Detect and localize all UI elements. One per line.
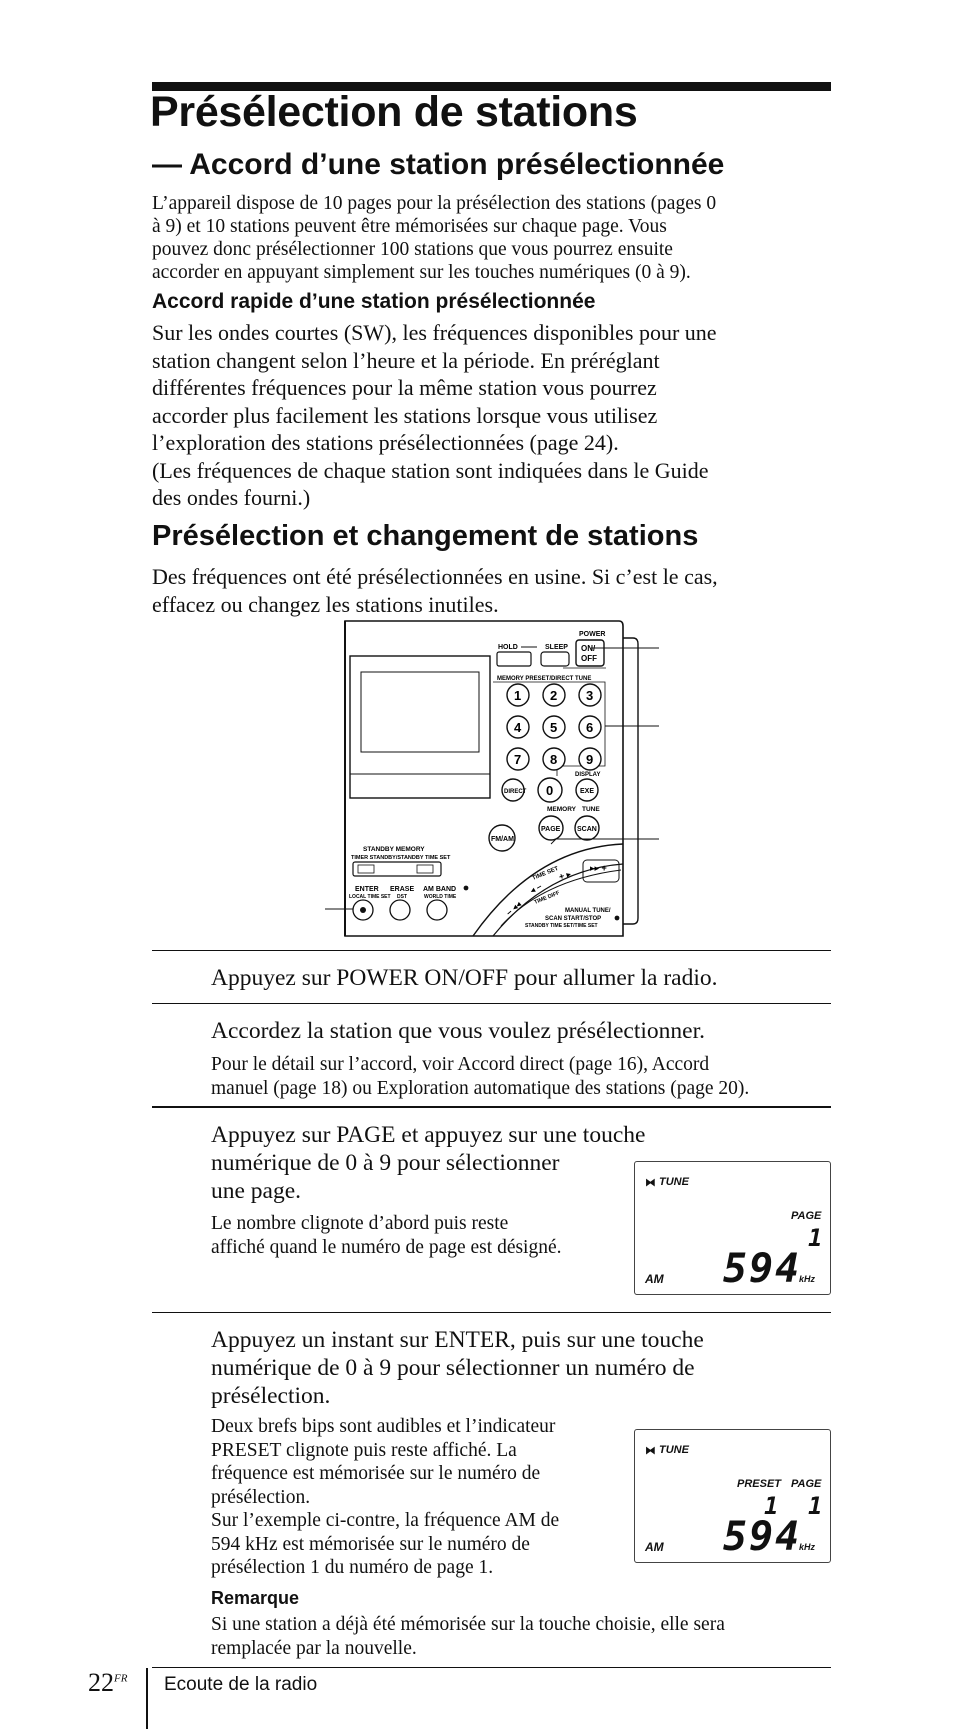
footer-bar (146, 1668, 148, 1729)
text-line: Appuyez un instant sur ENTER, puis sur une touche (211, 1327, 704, 1353)
key-6-label: 6 (586, 720, 594, 735)
hold-label: HOLD (498, 644, 518, 651)
text-line: PRESET clignote puis reste affiché. La (211, 1439, 517, 1461)
page-number (88, 1668, 127, 1698)
key-3-label: 3 (586, 688, 594, 703)
text-line: Sur les ondes courtes (SW), les fréquences disponibles pour une (152, 320, 717, 345)
text-line: Le nombre clignote d’abord puis reste (211, 1213, 509, 1234)
local-time-label: LOCAL TIME SET (349, 894, 391, 900)
tune-minus-label: – ◂◂ (503, 899, 523, 918)
frequency-readout: 594 (723, 1246, 802, 1292)
sleep-button[interactable] (541, 652, 569, 666)
page-indicator: PAGE (791, 1478, 822, 1490)
step-divider (152, 1312, 831, 1313)
text-line: Sur l’exemple ci-contre, la fréquence AM de (211, 1510, 560, 1531)
step-3-note (211, 1212, 562, 1259)
keypad (507, 684, 601, 770)
page-title: Présélection de stations (150, 88, 638, 136)
intro-paragraph (152, 192, 716, 284)
text-line: différentes fréquences pour la même station vous pourrez (152, 375, 657, 400)
tune-label: TUNE (582, 806, 600, 813)
quick-tune-heading: Accord rapide d’une station présélectionnée (152, 290, 596, 313)
erase-button[interactable] (390, 900, 410, 920)
page-subtitle: — Accord d’une station présélectionnée (152, 148, 725, 181)
band-indicator: AM (645, 1272, 664, 1286)
power-label: POWER (579, 631, 606, 638)
amband-button[interactable] (427, 900, 447, 920)
power-on-label: ON/ (581, 644, 596, 653)
time-diff-label: TIME DIFF (533, 890, 561, 906)
key-1-label: 1 (514, 688, 522, 703)
manual-tune-label: MANUAL TUNE/ (565, 908, 611, 914)
text-line: affiché quand le numéro de page est désigné. (211, 1236, 562, 1258)
section-heading: Présélection et changement de stations (152, 520, 699, 552)
section-paragraph (152, 563, 718, 618)
step-2-text (211, 1017, 705, 1045)
page-label: PAGE (541, 826, 561, 833)
text-line: Des fréquences ont été présélectionnées en usine. Si c’est le cas, (152, 564, 718, 589)
world-time-label: WORLD TIME (424, 894, 457, 900)
text-line: L’appareil dispose de 10 pages pour la présélection des stations (pages 0 (152, 193, 717, 214)
text-line: Appuyez sur POWER ON/OFF pour allumer la radio. (211, 965, 718, 991)
text-line: accorder plus facilement les stations lorsque vous utilisez (152, 402, 658, 428)
text-line: (Les fréquences de chaque station sont indiquées dans le Guide (152, 457, 709, 483)
key-8-label: 8 (550, 752, 558, 767)
step-divider (152, 1106, 831, 1108)
tune-plus2-label: + ▸ (557, 868, 573, 882)
unit-indicator: kHz (799, 1274, 816, 1284)
text-line: Pour le détail sur l’accord, voir Accord direct (page 16), Accord (211, 1054, 710, 1075)
step-3-text (211, 1121, 645, 1205)
text-line: 594 kHz est mémorisée sur le numéro de (211, 1533, 530, 1555)
text-line: l’exploration des stations présélectionnées (page 24). (152, 430, 619, 455)
preset-digit: 1 (764, 1492, 779, 1520)
erase-label: ERASE (390, 886, 415, 893)
key-0-label: 0 (546, 783, 554, 798)
hold-switch[interactable] (497, 652, 531, 666)
sleep-label: SLEEP (545, 644, 568, 651)
band-indicator: AM (645, 1540, 664, 1554)
step-divider (152, 1003, 831, 1004)
direct-label: DIRECT (504, 789, 527, 795)
step-divider (152, 950, 831, 951)
key-5-label: 5 (550, 720, 558, 735)
page-number-value: 22 (88, 1668, 114, 1697)
text-line: remplacée par la nouvelle. (211, 1637, 417, 1659)
text-line: Deux brefs bips sont audibles et l’indicateur (211, 1416, 556, 1437)
memory-label: MEMORY (547, 806, 577, 813)
scan-start-label: SCAN START/STOP (545, 916, 602, 922)
key-7-label: 7 (514, 752, 522, 767)
step-2-note (211, 1053, 749, 1100)
tune-icon: ⧓ (645, 1445, 656, 1457)
memory-preset-label: MEMORY PRESET/DIRECT TUNE (497, 676, 592, 682)
standby-memory-label: STANDBY MEMORY (363, 846, 425, 853)
scan-label: SCAN (577, 826, 597, 833)
radio-screen-inner (361, 672, 479, 752)
key-9-label: 9 (586, 752, 594, 767)
text-line: accorder en appuyant simplement sur les touches numériques (0 à 9). (152, 262, 691, 283)
text-line: à 9) et 10 stations peuvent être mémorisées sur chaque page. Vous (152, 216, 667, 237)
dst-label: DST (397, 894, 407, 900)
page-indicator: PAGE (791, 1210, 822, 1222)
remark-text (211, 1613, 725, 1660)
language-code: FR (114, 1672, 128, 1685)
text-line: pouvez donc présélectionner 100 stations que vous pourrez ensuite (152, 239, 673, 260)
tune-indicator: TUNE (659, 1176, 689, 1188)
text-line: présélection 1 du numéro de page 1. (211, 1557, 494, 1578)
text-line: effacez ou changez les stations inutiles. (152, 591, 499, 617)
frequency-readout: 594 (723, 1514, 802, 1560)
standby-time-label: STANDBY TIME SET/TIME SET (525, 923, 598, 929)
text-line: présélection. (211, 1383, 331, 1409)
text-line: station changent selon l’heure et la période. En préréglant (152, 347, 660, 373)
fmam-label: FM/AM (491, 836, 514, 843)
footer-section: Ecoute de la radio (164, 1674, 318, 1695)
step-4-text (211, 1326, 704, 1410)
text-line: présélection. (211, 1486, 311, 1508)
key-2-label: 2 (550, 688, 558, 703)
step-4-note (211, 1415, 559, 1580)
footer-rule (152, 1667, 831, 1668)
radio-diagram (325, 618, 675, 944)
tune-minus2-label: ◂ – (528, 881, 544, 896)
tune-plus-label: ▸▸ + (590, 863, 607, 873)
text-line: numérique de 0 à 9 pour sélectionner un numéro de (211, 1355, 695, 1381)
text-line: des ondes fourni.) (152, 485, 311, 510)
unit-indicator: kHz (799, 1542, 816, 1552)
remark-heading: Remarque (211, 1588, 300, 1608)
preset-indicator: PRESET (737, 1478, 782, 1490)
am-band-label: AM BAND (423, 886, 457, 893)
timer-label: TIMER STANDBY/STANDBY TIME SET (351, 855, 451, 861)
text-line: Appuyez sur PAGE et appuyez sur une touche (211, 1122, 646, 1148)
enter-label: ENTER (355, 886, 379, 893)
radio-side (623, 638, 638, 924)
key-4-label: 4 (514, 720, 522, 735)
text-line: Accordez la station que vous voulez présélectionner. (211, 1018, 705, 1044)
text-line: numérique de 0 à 9 pour sélectionner (211, 1150, 560, 1176)
text-line: fréquence est mémorisée sur le numéro de (211, 1463, 541, 1484)
lcd-display-page (634, 1161, 831, 1295)
exe-label: EXE (580, 788, 595, 795)
tune-indicator: TUNE (659, 1444, 689, 1456)
page-digit: 1 (808, 1492, 823, 1520)
text-line: manuel (page 18) ou Exploration automatique des stations (page 20). (211, 1077, 750, 1099)
tune-icon: ⧓ (645, 1177, 656, 1189)
text-line: Si une station a déjà été mémorisée sur la touche choisie, elle sera (211, 1614, 725, 1635)
page-digit: 1 (808, 1224, 823, 1252)
time-set-label: TIME SET (531, 865, 560, 882)
power-off-label: OFF (581, 654, 597, 663)
step-1-text (211, 964, 717, 992)
text-line: une page. (211, 1178, 302, 1204)
quick-tune-paragraph (152, 319, 717, 512)
display-label: DISPLAY (575, 772, 601, 778)
lcd-display-preset (634, 1429, 831, 1563)
